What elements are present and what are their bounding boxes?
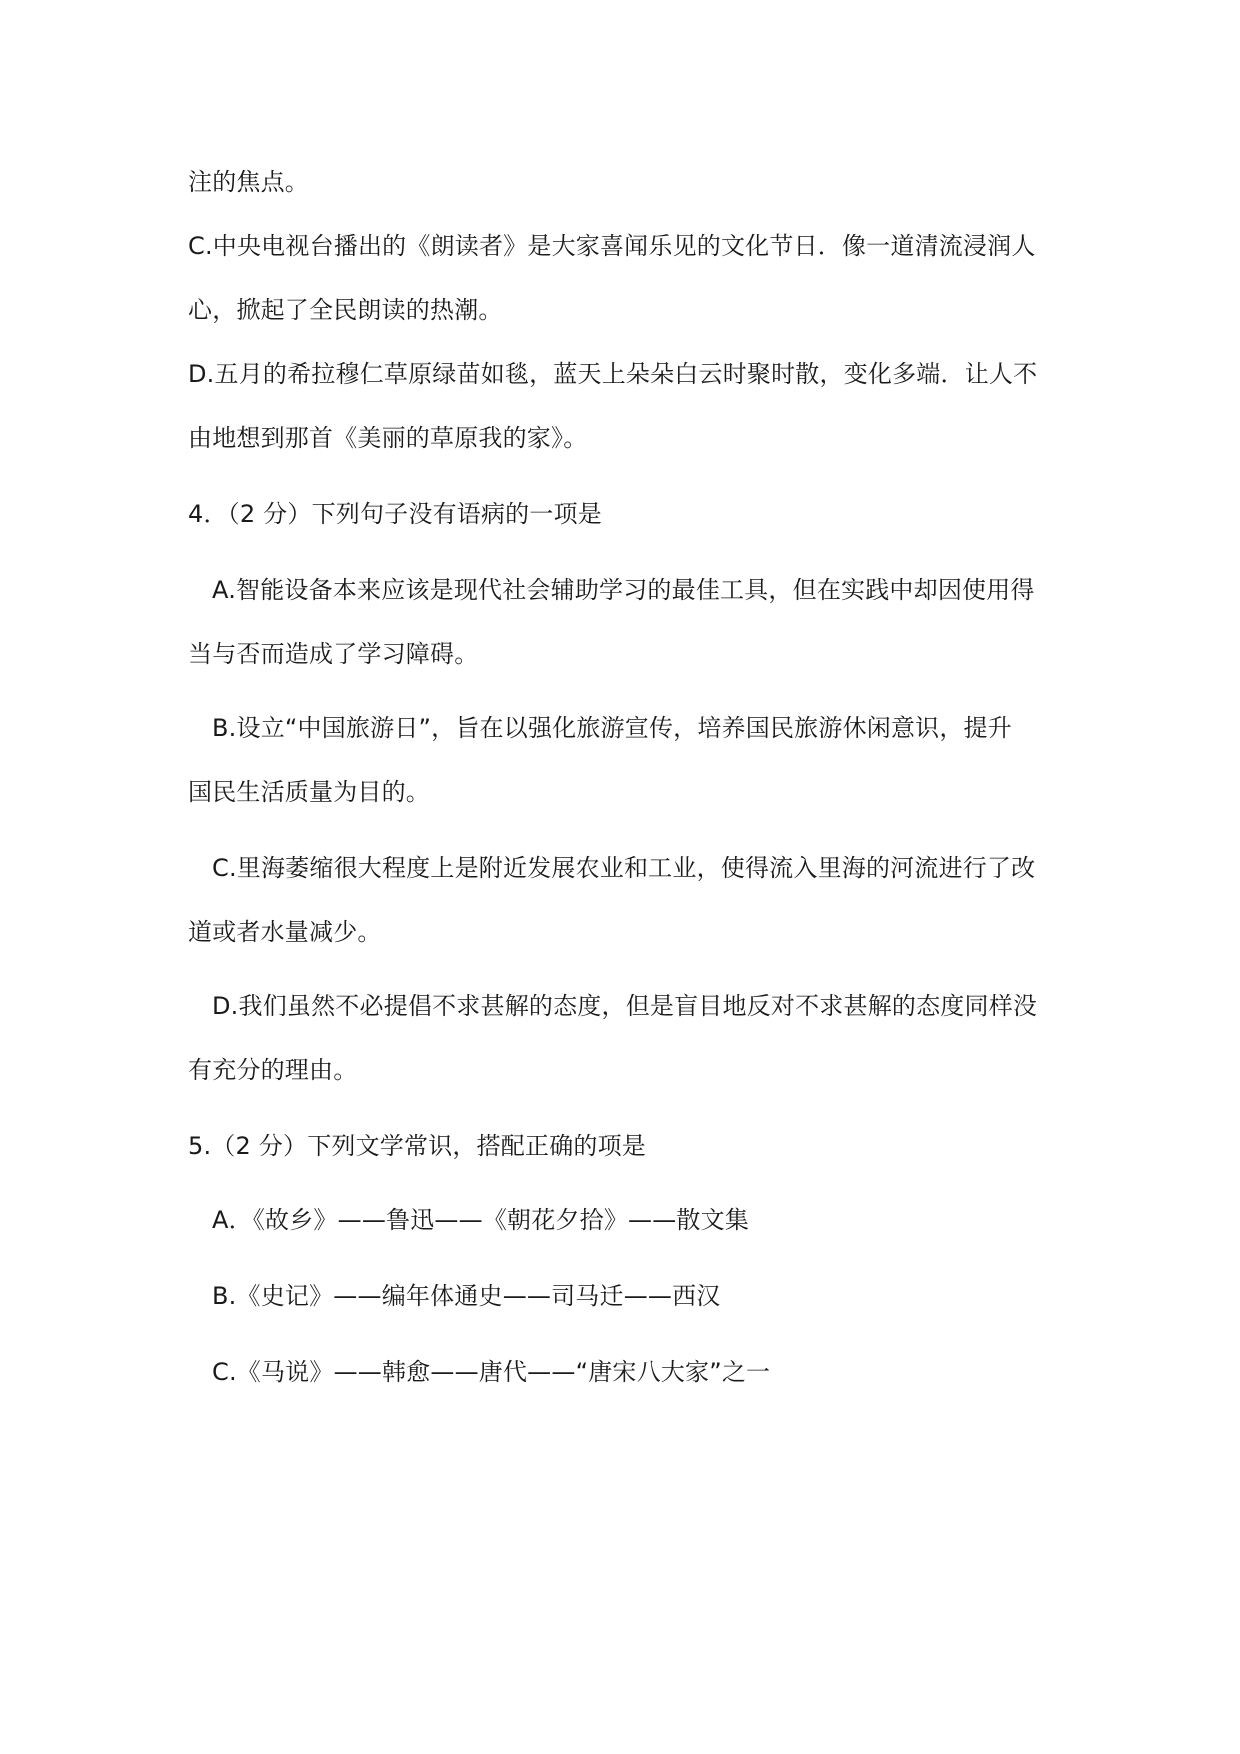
option-line: B.《史记》——编年体通史——司马迁——西汉 [212, 1282, 721, 1310]
text-line: B.设立“中国旅游日”，旨在以强化旅游宣传，培养国民旅游休闲意识，提升 [212, 714, 1012, 742]
option-line: A．《故乡》——鲁迅——《朝花夕拾》——散文集 [212, 1206, 750, 1234]
text-line: C.中央电视台播出的《朗读者》是大家喜闻乐见的文化节日．像一道清流浸润人 [188, 232, 1036, 260]
question-heading: 5.（2 分）下列文学常识，搭配正确的项是 [188, 1132, 646, 1160]
text-line: 心，掀起了全民朗读的热潮。 [188, 296, 503, 324]
text-line: D.五月的希拉穆仁草原绿苗如毯，蓝天上朵朵白云时聚时散，变化多端．让人不 [188, 360, 1038, 388]
text-line: 道或者水量减少。 [188, 918, 382, 946]
text-line: 国民生活质量为目的。 [188, 778, 430, 806]
text-line: A.智能设备本来应该是现代社会辅助学习的最佳工具，但在实践中却因使用得 [212, 576, 1035, 604]
text-line: 注的焦点。 [188, 168, 309, 196]
text-line: 有充分的理由。 [188, 1056, 358, 1084]
option-line: C.《马说》——韩愈——唐代——“唐宋八大家”之一 [212, 1358, 771, 1386]
text-line: 当与否而造成了学习障碍。 [188, 640, 479, 668]
text-line: D.我们虽然不必提倡不求甚解的态度，但是盲目地反对不求甚解的态度同样没 [212, 992, 1038, 1020]
text-line: 由地想到那首《美丽的草原我的家》。 [188, 424, 588, 452]
text-line: C.里海萎缩很大程度上是附近发展农业和工业，使得流入里海的河流进行了改 [212, 854, 1036, 882]
question-heading: 4．（2 分）下列句子没有语病的一项是 [188, 500, 602, 528]
